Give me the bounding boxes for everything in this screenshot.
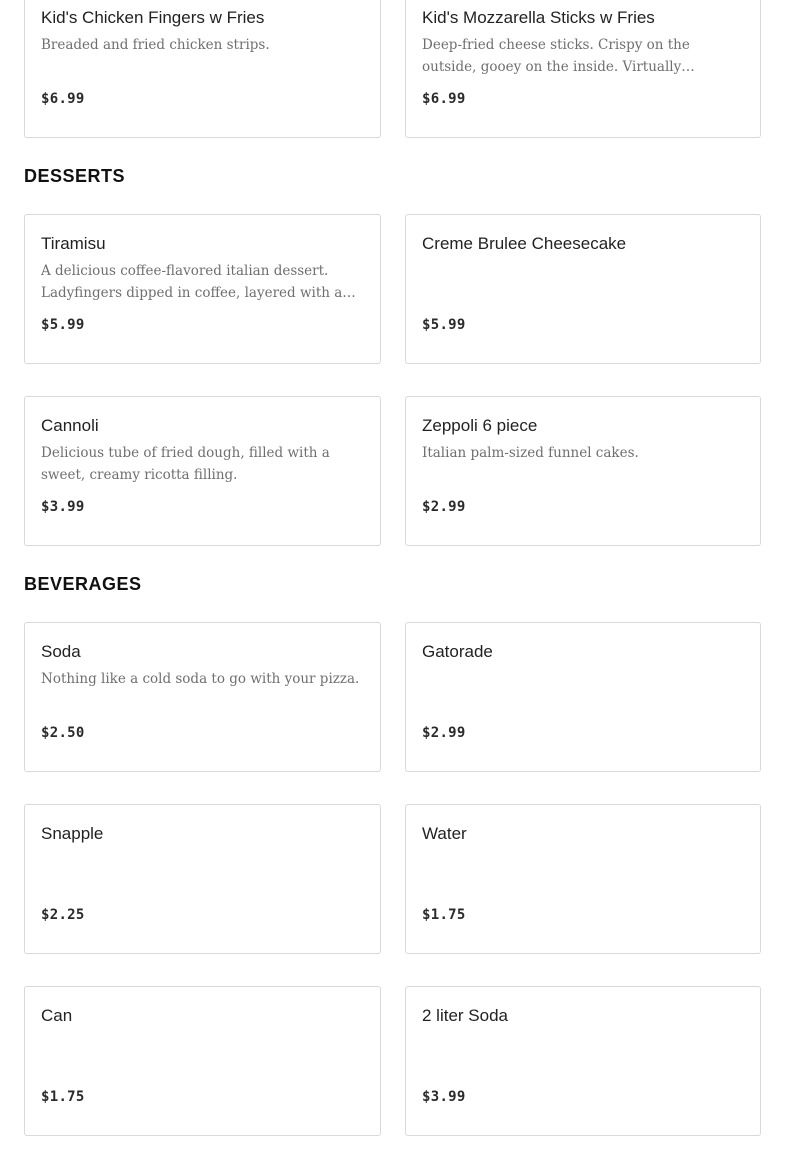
- menu-section-beverages: [24, 570, 761, 1168]
- menu-item-card[interactable]: [24, 396, 381, 546]
- menu-item-name: Can: [41, 1006, 73, 1025]
- menu-item-card[interactable]: [405, 0, 761, 138]
- menu-section-desserts: [24, 162, 761, 570]
- menu-item-price: $1.75: [41, 1089, 85, 1105]
- menu-item-card[interactable]: [405, 622, 761, 772]
- menu-item-price: $2.25: [41, 907, 85, 923]
- menu-item-card[interactable]: [405, 214, 761, 364]
- menu-item-name: 2 liter Soda: [422, 1006, 508, 1025]
- menu-item-description: Italian palm-sized funnel cakes.: [422, 445, 639, 461]
- menu-item-name: Water: [422, 824, 467, 843]
- menu-item-card[interactable]: [24, 804, 381, 954]
- menu-section-kids: [24, 0, 761, 162]
- menu-item-name: Snapple: [41, 824, 104, 843]
- menu-item-price: $2.99: [422, 499, 466, 515]
- section-title: DESSERTS: [24, 166, 126, 186]
- menu-item-card[interactable]: [405, 396, 761, 546]
- menu-item-description: Nothing like a cold soda to go with your pizza.: [41, 671, 360, 687]
- menu-item-card[interactable]: [24, 214, 381, 364]
- menu-item-price: $1.75: [422, 907, 466, 923]
- menu-item-description: Delicious tube of fried dough, filled with a sweet, creamy ricotta filling.: [41, 445, 330, 483]
- menu-page: [24, 0, 761, 1168]
- menu-item-card[interactable]: [405, 804, 761, 954]
- menu-item-price: $3.99: [41, 499, 85, 515]
- menu-item-description: Deep-fried cheese sticks. Crispy on the outside, gooey on the inside. Virtually: [422, 37, 690, 75]
- menu-item-price: $2.50: [41, 725, 85, 741]
- section-title: BEVERAGES: [24, 574, 142, 594]
- menu-item-name: Kid's Chicken Fingers w Fries: [41, 8, 265, 27]
- menu-item-name: Kid's Mozzarella Sticks w Fries: [422, 8, 655, 27]
- menu-items-grid: [24, 622, 761, 1168]
- menu-item-card[interactable]: [24, 622, 381, 772]
- menu-items-grid: [24, 0, 761, 162]
- menu-item-card[interactable]: [24, 0, 381, 138]
- menu-item-price: $6.99: [41, 91, 85, 107]
- menu-item-price: $5.99: [422, 317, 466, 333]
- menu-item-name: Gatorade: [422, 642, 493, 661]
- menu-item-name: Soda: [41, 642, 81, 661]
- menu-item-price: $2.99: [422, 725, 466, 741]
- menu-item-description: A delicious coffee-flavored italian dessert. Ladyfingers dipped in coffee, layered with a: [41, 263, 343, 301]
- menu-item-name: Creme Brulee Cheesecake: [422, 234, 627, 253]
- menu-item-name: Cannoli: [41, 416, 99, 435]
- menu-item-price: $5.99: [41, 317, 85, 333]
- menu-items-grid: [24, 214, 761, 570]
- menu-item-card[interactable]: [405, 986, 761, 1136]
- menu-item-price: $6.99: [422, 91, 466, 107]
- menu-item-description: Breaded and fried chicken strips.: [41, 37, 270, 53]
- menu-item-price: $3.99: [422, 1089, 466, 1105]
- menu-item-card[interactable]: [24, 986, 381, 1136]
- menu-item-name: Zeppoli 6 piece: [422, 416, 538, 435]
- menu-item-name: Tiramisu: [41, 234, 106, 253]
